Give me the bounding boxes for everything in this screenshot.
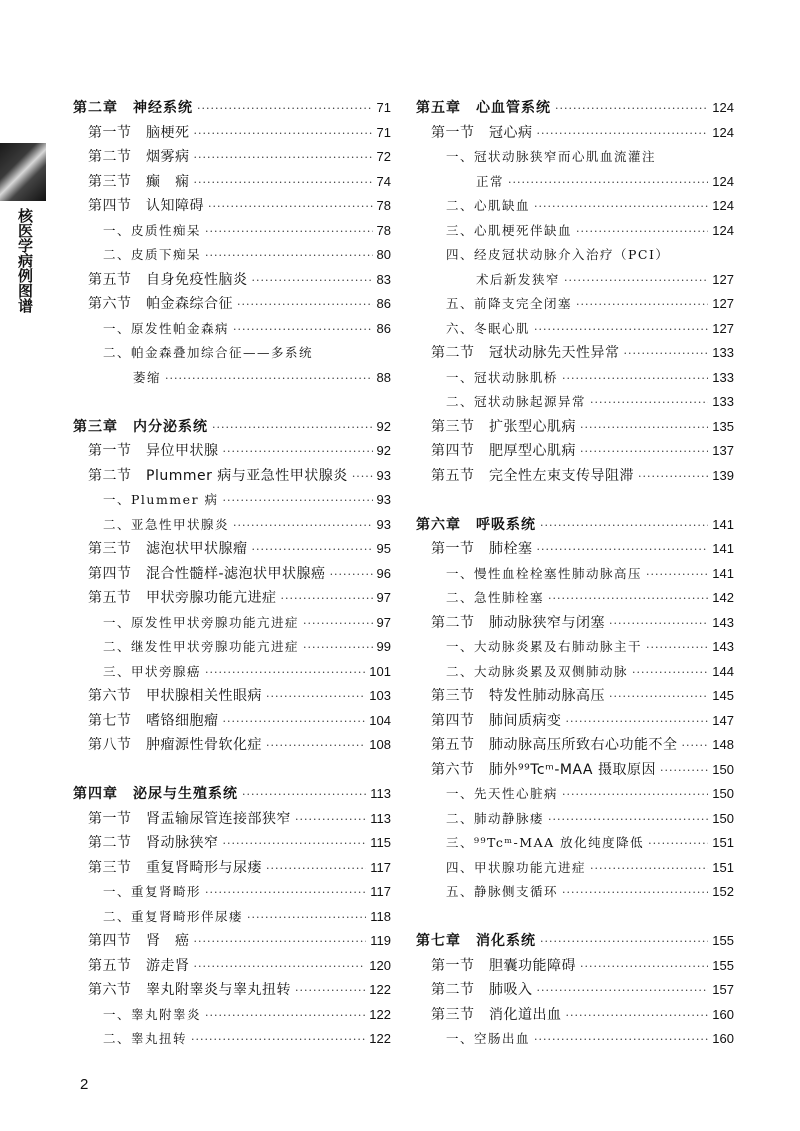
toc-entry-title: 三、⁹⁹Tcᵐ-MAA 放化纯度降低	[446, 835, 645, 850]
toc-page-number: 103	[369, 688, 391, 703]
toc-section[interactable]	[416, 709, 734, 734]
toc-entry-title: 一、空肠出血	[446, 1031, 531, 1046]
dot-leader	[194, 122, 373, 147]
dot-leader	[562, 783, 708, 808]
toc-page-number: 108	[369, 737, 391, 752]
toc-entry-title: 一、重复肾畸形	[103, 884, 202, 899]
toc-entry-title: 第七节 嗜铬细胞瘤	[88, 712, 219, 729]
dot-leader	[223, 832, 367, 857]
toc-page-number: 72	[376, 149, 391, 164]
toc-subsection[interactable]	[416, 292, 734, 317]
dot-leader	[534, 318, 708, 343]
toc-entry-title: 第四节 混合性髓样-滤泡状甲状腺癌	[88, 565, 326, 582]
toc-page-number: 104	[369, 712, 391, 728]
toc-section[interactable]	[73, 464, 391, 489]
dot-leader	[205, 1004, 365, 1029]
toc-entry-title: 术后新发狭窄	[476, 271, 561, 287]
toc-section[interactable]	[73, 709, 391, 734]
toc-subsection[interactable]	[416, 807, 734, 832]
toc-page-number: 119	[370, 933, 391, 948]
toc-page-number: 150	[712, 810, 734, 826]
toc-section[interactable]	[73, 145, 391, 170]
dot-leader	[165, 367, 373, 392]
dot-leader	[223, 710, 366, 735]
toc-entry-title: 第二节 肺动脉狭窄与闭塞	[431, 614, 605, 631]
toc-entry-title: 第八节 肿瘤源性骨软化症	[88, 737, 262, 753]
toc-entry-title: 第六节 肺外⁹⁹Tcᵐ-MAA 摄取原因	[431, 761, 656, 778]
sidebar-book-title: 核医学病例图谱	[16, 208, 34, 313]
toc-entry-title: 第二节 Plummer 病与亚急性甲状腺炎	[88, 467, 348, 484]
toc-subsection[interactable]	[73, 317, 391, 342]
toc-page-number: 93	[376, 516, 391, 532]
toc-entry-title: 第一节 胆囊功能障碍	[431, 957, 576, 974]
toc-section[interactable]	[73, 194, 391, 219]
toc-page-number: 78	[376, 198, 391, 213]
toc-page-number: 93	[376, 492, 391, 507]
toc-entry-title: 第六章 呼吸系统	[416, 516, 536, 533]
toc-entry-title: 第六节 甲状腺相关性眼病	[88, 688, 262, 704]
toc-subsection[interactable]	[416, 1027, 734, 1052]
toc-entry-title: 第二章 神经系统	[73, 100, 193, 116]
toc-subsection[interactable]	[416, 268, 734, 293]
toc-entry-title: 一、皮质性痴呆	[103, 222, 202, 238]
dot-leader	[548, 587, 708, 612]
toc-entry-title: 第三节 消化道出血	[431, 1006, 562, 1023]
toc-entry-title: 一、慢性血栓栓塞性肺动脉高压	[446, 565, 643, 581]
dot-leader	[548, 808, 708, 833]
toc-entry-title: 正常	[476, 173, 505, 189]
dot-leader	[197, 97, 373, 122]
dot-leader	[580, 416, 708, 441]
toc-subsection[interactable]	[73, 1027, 391, 1052]
toc-page-number: 74	[376, 173, 391, 189]
toc-entry-title: 第一节 异位甲状腺	[88, 443, 219, 459]
toc-page-number: 139	[712, 467, 734, 483]
section-gap	[73, 758, 391, 783]
dot-leader	[508, 171, 708, 196]
dot-leader	[281, 587, 373, 612]
toc-section[interactable]	[416, 684, 734, 709]
sidebar-thumbnail-image	[0, 143, 46, 201]
toc-section[interactable]	[416, 954, 734, 979]
toc-page-number: 92	[376, 418, 391, 434]
dot-leader	[205, 244, 373, 269]
toc-entry-title: 二、重复肾畸形伴尿瘘	[103, 908, 244, 924]
toc-entry-title-line: 四、经皮冠状动脉介入治疗（PCI）	[446, 247, 670, 262]
dot-leader	[562, 881, 708, 906]
toc-page-number: 150	[712, 786, 734, 801]
toc-subsection[interactable]	[73, 635, 391, 660]
toc-page-number: 113	[370, 810, 391, 826]
toc-page-number: 113	[370, 786, 391, 801]
toc-section[interactable]	[73, 807, 391, 832]
toc-subsection[interactable]	[73, 905, 391, 930]
toc-page-number: 143	[712, 614, 734, 630]
toc-entry-title: 第七章 消化系统	[416, 933, 536, 949]
toc-subsection[interactable]	[73, 488, 391, 513]
toc-entry-title: 第五章 心血管系统	[416, 100, 551, 116]
toc-section[interactable]	[73, 831, 391, 856]
toc-page-number: 151	[712, 859, 734, 875]
toc-entry-title: 一、原发性甲状旁腺功能亢进症	[103, 614, 300, 630]
toc-entry-title: 第四章 泌尿与生殖系统	[73, 786, 238, 802]
dot-leader	[266, 857, 366, 882]
dot-leader	[534, 195, 708, 220]
toc-entry-title: 二、急性肺栓塞	[446, 590, 545, 605]
toc-entry-title: 五、静脉侧支循环	[446, 884, 559, 899]
dot-leader	[580, 440, 708, 465]
toc-section[interactable]	[416, 464, 734, 489]
dot-leader	[562, 367, 708, 392]
dot-leader	[252, 538, 373, 563]
section-gap	[73, 390, 391, 415]
toc-section[interactable]	[73, 537, 391, 562]
toc-entry-title: 二、冠状动脉起源异常	[446, 394, 587, 409]
page-number: 2	[80, 1076, 89, 1093]
toc-page-number: 95	[376, 541, 391, 556]
dot-leader	[609, 612, 708, 637]
dot-leader	[205, 220, 373, 245]
dot-leader	[580, 955, 708, 980]
toc-entry-title: 二、肺动静脉瘘	[446, 810, 545, 826]
toc-subsection[interactable]	[416, 390, 734, 415]
toc-section[interactable]	[73, 562, 391, 587]
toc-section[interactable]	[416, 1003, 734, 1028]
toc-subsection[interactable]	[416, 880, 734, 905]
dot-leader	[638, 465, 708, 490]
toc-section[interactable]	[416, 537, 734, 562]
toc-entry-title: 第五节 甲状旁腺功能亢进症	[88, 590, 277, 606]
toc-entry-title: 一、大动脉炎累及右肺动脉主干	[446, 639, 643, 654]
dot-leader	[295, 979, 365, 1004]
dot-leader	[537, 122, 709, 147]
toc-page-number: 122	[369, 1031, 391, 1046]
toc-subsection[interactable]	[416, 586, 734, 611]
toc-entry-title: 第三节 重复肾畸形与尿瘘	[88, 859, 262, 876]
toc-chapter[interactable]	[416, 96, 734, 121]
toc-section[interactable]	[73, 586, 391, 611]
toc-subsection[interactable]	[416, 831, 734, 856]
toc-entry-title: 第四节 肾 癌	[88, 933, 190, 949]
toc-section[interactable]	[416, 341, 734, 366]
section-gap	[416, 905, 734, 930]
toc-page-number: 141	[712, 565, 734, 581]
dot-leader	[564, 269, 708, 294]
toc-subsection[interactable]	[73, 366, 391, 391]
dot-leader	[212, 416, 373, 441]
dot-leader	[208, 195, 373, 220]
toc-subsection[interactable]	[416, 856, 734, 881]
toc-page-number: 92	[376, 443, 391, 458]
dot-leader	[566, 1004, 709, 1029]
dot-leader	[205, 881, 366, 906]
dot-leader	[223, 489, 373, 514]
toc-subsection[interactable]	[73, 1003, 391, 1028]
toc-subsection[interactable]	[416, 562, 734, 587]
toc-page-number: 118	[370, 908, 391, 924]
toc-entry-title: 第三节 特发性肺动脉高压	[431, 688, 605, 704]
toc-entry-title: 六、冬眠心肌	[446, 320, 531, 336]
dot-leader	[194, 146, 373, 171]
dot-leader	[223, 440, 373, 465]
toc-page-number: 150	[712, 761, 734, 777]
dot-leader	[540, 930, 708, 955]
dot-leader	[632, 661, 708, 686]
toc-entry-title: 第四节 肥厚型心肌病	[431, 443, 576, 459]
dot-leader	[194, 955, 366, 980]
toc-entry-title: 四、甲状腺功能亢进症	[446, 859, 587, 875]
dot-leader	[194, 171, 373, 196]
toc-entry-title: 第四节 肺间质病变	[431, 712, 562, 729]
toc-entry-title: 一、睾丸附睾炎	[103, 1006, 202, 1022]
toc-entry-title: 萎缩	[133, 369, 162, 385]
toc-page-number: 115	[370, 835, 391, 850]
toc-entry-title: 第一节 肾盂输尿管连接部狭窄	[88, 810, 291, 827]
toc-entry-title: 第二节 肾动脉狭窄	[88, 835, 219, 851]
dot-leader	[540, 514, 708, 539]
dot-leader	[242, 783, 366, 808]
toc-entry-title: 二、继发性甲状旁腺功能亢进症	[103, 639, 300, 654]
toc-page-number: 97	[376, 614, 391, 630]
toc-page-number: 137	[712, 443, 734, 458]
toc-page-number: 160	[712, 1031, 734, 1046]
toc-entry-title: 一、冠状动脉肌桥	[446, 369, 559, 385]
toc-subsection[interactable]	[416, 782, 734, 807]
dot-leader	[590, 391, 708, 416]
toc-subsection[interactable]	[73, 880, 391, 905]
dot-leader	[205, 661, 365, 686]
toc-page-number: 124	[712, 100, 734, 115]
toc-section[interactable]	[73, 856, 391, 881]
toc-left-column	[73, 96, 391, 1052]
toc-page-number: 142	[712, 590, 734, 605]
toc-page-number: 144	[712, 663, 734, 679]
toc-page-number: 155	[712, 957, 734, 973]
toc-entry-title: 第三节 滤泡状甲状腺瘤	[88, 541, 248, 557]
dot-leader	[247, 906, 366, 931]
toc-entry-title: 第五节 肺动脉高压所致右心功能不全	[431, 737, 678, 753]
dot-leader	[646, 636, 708, 661]
toc-entry-title: 一、原发性帕金森病	[103, 320, 230, 336]
toc-page-number: 133	[712, 345, 734, 360]
toc-page-number: 124	[712, 198, 734, 213]
toc-section[interactable]	[416, 733, 734, 758]
toc-page-number: 120	[369, 957, 391, 973]
toc-section[interactable]	[416, 439, 734, 464]
dot-leader	[266, 685, 365, 710]
toc-page-number: 127	[712, 296, 734, 311]
toc-section[interactable]	[73, 268, 391, 293]
toc-page-number: 127	[712, 271, 734, 287]
dot-leader	[609, 685, 708, 710]
toc-chapter[interactable]	[416, 513, 734, 538]
toc-page-number: 86	[376, 320, 391, 336]
toc-page-number: 78	[376, 222, 391, 238]
toc-subsection[interactable]	[73, 219, 391, 244]
dot-leader	[624, 342, 709, 367]
dot-leader	[252, 269, 373, 294]
toc-entry-title: 二、心肌缺血	[446, 198, 531, 213]
toc-page-number: 143	[712, 639, 734, 654]
toc-page-number: 122	[369, 982, 391, 997]
toc-entry-title-line: 二、帕金森叠加综合征——多系统	[103, 345, 314, 360]
dot-leader	[233, 514, 373, 539]
toc-page-number: 155	[712, 933, 734, 948]
toc-entry-title: 第一节 冠心病	[431, 124, 533, 141]
toc-entry-title: 第六节 睾丸附睾炎与睾丸扭转	[88, 982, 291, 998]
toc-chapter[interactable]	[416, 929, 734, 954]
toc-section[interactable]	[73, 684, 391, 709]
toc-entry-title: 二、睾丸扭转	[103, 1031, 188, 1046]
toc-entry-title: 一、Plummer 病	[103, 492, 219, 507]
toc-section[interactable]	[73, 121, 391, 146]
toc-entry-title: 三、心肌梗死伴缺血	[446, 222, 573, 238]
dot-leader	[537, 979, 709, 1004]
toc-page-number: 160	[712, 1006, 734, 1022]
section-gap	[416, 488, 734, 513]
toc-section[interactable]	[416, 415, 734, 440]
toc-right-column	[416, 96, 734, 1052]
dot-leader	[303, 636, 373, 661]
toc-page-number: 71	[376, 100, 391, 115]
toc-subsection[interactable]	[73, 513, 391, 538]
toc-entry-title: 第三章 内分泌系统	[73, 418, 208, 435]
toc-subsection[interactable]	[416, 170, 734, 195]
toc-section[interactable]	[73, 733, 391, 758]
toc-page-number: 96	[376, 565, 391, 581]
toc-page-number: 148	[712, 737, 734, 752]
dot-leader	[534, 1028, 708, 1053]
toc-entry-title: 第二节 烟雾病	[88, 149, 190, 165]
toc-subsection[interactable]	[416, 660, 734, 685]
toc-section[interactable]	[73, 954, 391, 979]
toc-page-number: 127	[712, 320, 734, 336]
toc-page-number: 124	[712, 124, 734, 140]
dot-leader	[555, 97, 708, 122]
toc-entry-title: 第五节 游走肾	[88, 957, 190, 974]
toc-section[interactable]	[73, 439, 391, 464]
toc-entry-title: 二、亚急性甲状腺炎	[103, 516, 230, 532]
toc-entry-title: 第五节 自身免疫性脑炎	[88, 271, 248, 288]
toc-section[interactable]	[416, 611, 734, 636]
toc-chapter[interactable]	[73, 782, 391, 807]
toc-entry-title: 三、甲状旁腺癌	[103, 663, 202, 679]
dot-leader	[648, 832, 708, 857]
toc-page-number: 133	[712, 394, 734, 409]
toc-subsection[interactable]	[416, 366, 734, 391]
toc-chapter[interactable]	[73, 96, 391, 121]
toc-page-number: 97	[376, 590, 391, 605]
toc-entry-title: 第二节 冠状动脉先天性异常	[431, 345, 620, 361]
toc-page-number: 122	[369, 1006, 391, 1022]
toc-subsection[interactable]	[73, 660, 391, 685]
dot-leader	[566, 710, 709, 735]
dot-leader	[330, 563, 373, 588]
toc-entry-title: 一、先天性心脏病	[446, 786, 559, 801]
toc-entry-title: 五、前降支完全闭塞	[446, 296, 573, 311]
toc-page-number: 124	[712, 222, 734, 238]
dot-leader	[191, 1028, 365, 1053]
toc-entry-title: 第二节 肺吸入	[431, 982, 533, 998]
toc-section[interactable]	[416, 121, 734, 146]
toc-page-number: 145	[712, 688, 734, 703]
toc-section[interactable]	[73, 170, 391, 195]
toc-section[interactable]	[416, 758, 734, 783]
dot-leader	[576, 293, 708, 318]
toc-page-number: 101	[369, 663, 391, 679]
toc-section[interactable]	[73, 929, 391, 954]
dot-leader	[295, 808, 366, 833]
toc-page-number: 141	[712, 516, 734, 532]
dot-leader	[266, 734, 365, 759]
toc-entry-title: 第三节 扩张型心肌病	[431, 418, 576, 435]
toc-page-number: 80	[376, 247, 391, 262]
toc-page-number: 88	[376, 369, 391, 385]
toc-entry-title: 二、大动脉炎累及双侧肺动脉	[446, 663, 629, 679]
toc-entry-title: 二、皮质下痴呆	[103, 247, 202, 262]
dot-leader	[682, 734, 709, 759]
toc-subsection[interactable]	[73, 243, 391, 268]
toc-subsection[interactable]	[416, 219, 734, 244]
toc-page-number: 124	[712, 173, 734, 189]
toc-page-number: 151	[712, 835, 734, 850]
toc-subsection[interactable]	[416, 635, 734, 660]
toc-page-number: 117	[370, 884, 391, 899]
toc-page-number: 117	[370, 859, 391, 875]
dot-leader	[352, 465, 373, 490]
toc-entry-title: 第三节 癫 痫	[88, 173, 190, 190]
dot-leader	[537, 538, 709, 563]
toc-chapter[interactable]	[73, 415, 391, 440]
dot-leader	[660, 759, 708, 784]
toc-entry-title-line: 一、冠状动脉狭窄而心肌血流灌注	[446, 149, 657, 164]
toc-page-number: 157	[712, 982, 734, 997]
toc-page-number: 99	[376, 639, 391, 654]
dot-leader	[646, 563, 708, 588]
toc-section[interactable]	[416, 978, 734, 1003]
toc-page-number: 133	[712, 369, 734, 385]
dot-leader	[590, 857, 708, 882]
toc-entry-title: 第一节 肺栓塞	[431, 541, 533, 557]
toc-entry-title: 第一节 脑梗死	[88, 124, 190, 141]
toc-page-number: 135	[712, 418, 734, 434]
toc-page-number: 141	[712, 541, 734, 556]
toc-entry-title: 第四节 认知障碍	[88, 198, 204, 214]
toc-page-number: 71	[376, 124, 391, 140]
dot-leader	[237, 293, 373, 318]
dot-leader	[233, 318, 373, 343]
toc-entry-title: 第五节 完全性左束支传导阻滞	[431, 467, 634, 484]
toc-section[interactable]	[73, 978, 391, 1003]
dot-leader	[194, 930, 367, 955]
dot-leader	[576, 220, 708, 245]
toc-page-number: 86	[376, 296, 391, 311]
toc-page-number: 152	[712, 884, 734, 899]
toc-page-number: 147	[712, 712, 734, 728]
toc-section[interactable]	[73, 292, 391, 317]
toc-subsection[interactable]	[416, 194, 734, 219]
dot-leader	[303, 612, 373, 637]
toc-subsection[interactable]	[416, 317, 734, 342]
toc-subsection[interactable]	[73, 611, 391, 636]
toc-page-number: 93	[376, 467, 391, 483]
toc-entry-title: 第六节 帕金森综合征	[88, 296, 233, 312]
toc-page-number: 83	[376, 271, 391, 287]
